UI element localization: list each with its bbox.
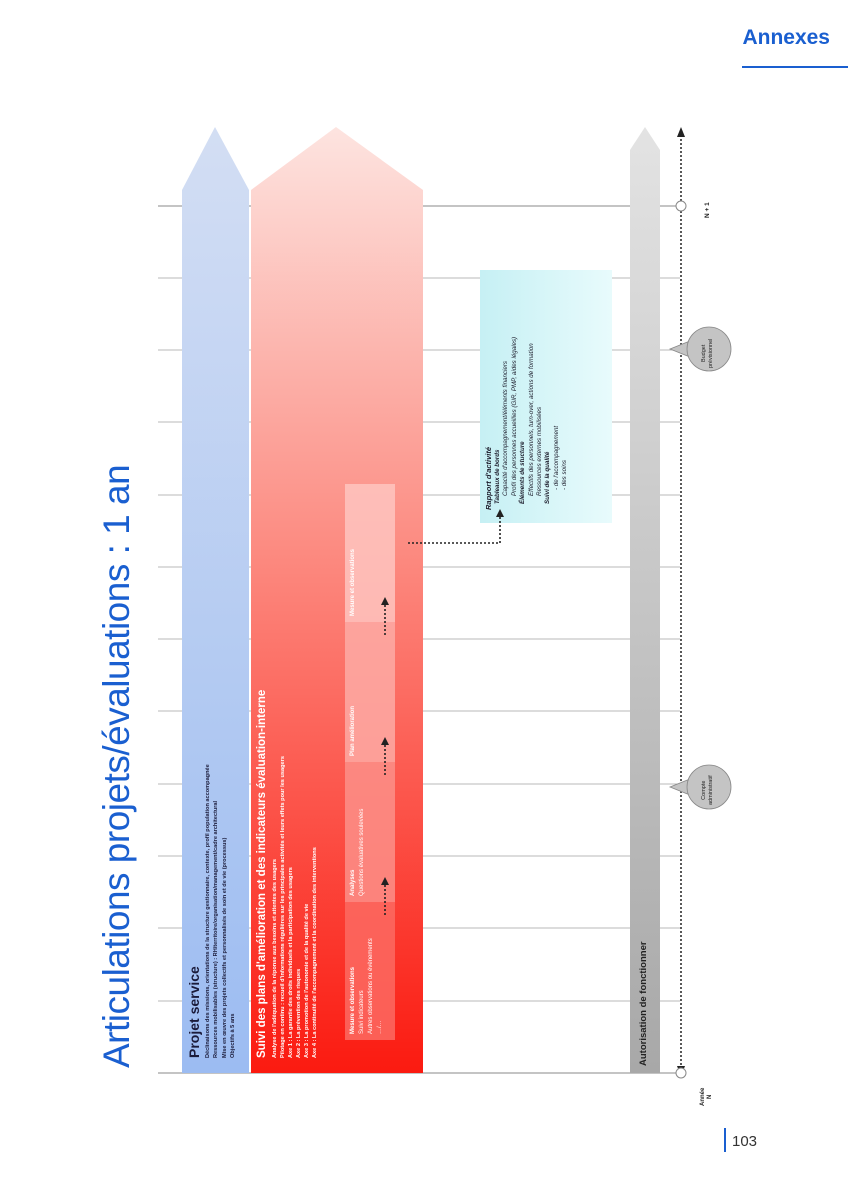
bubble-line: prévisionnel <box>707 338 714 368</box>
budget-bubble-label <box>701 339 714 368</box>
timeline-marker-start <box>676 1068 686 1078</box>
rapport-item: - de l'accompagnement <box>552 425 560 490</box>
stage-label-mesure-2 <box>349 549 358 616</box>
bubble-line: administratif <box>707 775 714 805</box>
stage-line: Suivi indicateurs <box>359 990 365 1034</box>
suivi-line: Axe 3 : La promotion de l'autonomie et de la qualité de vie <box>303 903 310 1058</box>
timeline-start-line: Année <box>700 1087 706 1106</box>
projet-service-line: Déclinaisons des missions, orientations de la structure gestionnaire, contexte, profil population accompagnée <box>205 764 211 1058</box>
rapport-item: Ressources externes mobilisées <box>536 406 544 496</box>
suivi-line: Axe 2 : La prévention des risques <box>295 968 302 1058</box>
stage-line: Autres observations ou évènements <box>368 938 374 1034</box>
projet-service-title: Projet service <box>186 966 202 1058</box>
main-title: Articulations projets/évaluations : 1 an <box>96 464 137 1068</box>
stage-title: Analyses <box>350 869 356 896</box>
timeline-end-label: N + 1 <box>704 202 711 218</box>
projet-service-text <box>204 764 237 1058</box>
projet-service-line: Ressources mobilisables (structure) : RH/territoire/organisation/management/cadre architectural <box>213 800 220 1058</box>
bubble-line: Compte <box>701 780 707 800</box>
rapport-item: Tableaux de bords <box>494 449 501 504</box>
suivi-line: Analyse de l'adéquation de la réponse aux besoins et attentes des usagers <box>272 858 278 1058</box>
stage-label-analyses <box>349 809 367 896</box>
autorisation-arrow <box>630 127 660 1073</box>
rapport-item: - des soins <box>561 460 569 490</box>
rapport-item: Capacité d'accompagnement/éléments financiers <box>502 361 510 496</box>
suivi-line: Axe 1 : La garantie des droits individuels et la participation des usagers <box>287 867 294 1058</box>
rapport-item: Éléments de stucture <box>519 441 527 504</box>
rapport-item: Effectifs des personnels, turn-over, actions de formation <box>527 343 535 496</box>
stage-label-mesure <box>349 938 385 1034</box>
suivi-line: Pilotage en continu : recueil d'informations régulières sur les principales activités et leurs effets pour les usagers <box>279 756 286 1058</box>
timeline-arrow-top <box>677 127 685 137</box>
rapport-item: Profil des personnes accueillies (GIR, PMP, aides légales) <box>510 336 518 496</box>
timeline-start-line: N <box>707 1094 713 1099</box>
stage-line: Questions évaluatives soulevées <box>359 808 365 896</box>
compte-bubble-label <box>701 775 714 805</box>
stage-label-plan <box>349 706 358 756</box>
suivi-line: Axe 4 : La continuité de l'accompagnement et la coordination des interventions <box>311 847 318 1058</box>
stage-line: …/… <box>377 1020 383 1034</box>
stage-title: Plan amélioration <box>350 705 356 756</box>
stage-title: Mesure et observations <box>350 548 356 616</box>
timeline-marker-end <box>676 201 686 211</box>
projet-service-line: Objectifs à 5 ans <box>229 1013 236 1058</box>
autorisation-label: Autorisation de fonctionner <box>638 941 649 1066</box>
rapport-item: Suivi de la qualité <box>544 451 552 504</box>
page-number: 103 <box>732 1133 758 1150</box>
bubble-line: Budget <box>701 344 707 363</box>
stage-title: Mesure et observations <box>350 966 356 1034</box>
rapport-title: Rapport d'activité <box>484 446 493 510</box>
suivi-text <box>272 756 319 1058</box>
suivi-title: Suivi des plans d'amélioration et des indicateurs évaluation-interne <box>256 689 268 1058</box>
timeline-start-label <box>700 1088 714 1106</box>
section-title: Annexes <box>742 26 830 49</box>
rapport-text <box>484 337 570 510</box>
projet-service-line: Mise en œuvre des projets collectifs et personnalisés de soin et de vie (processus) <box>221 837 228 1058</box>
